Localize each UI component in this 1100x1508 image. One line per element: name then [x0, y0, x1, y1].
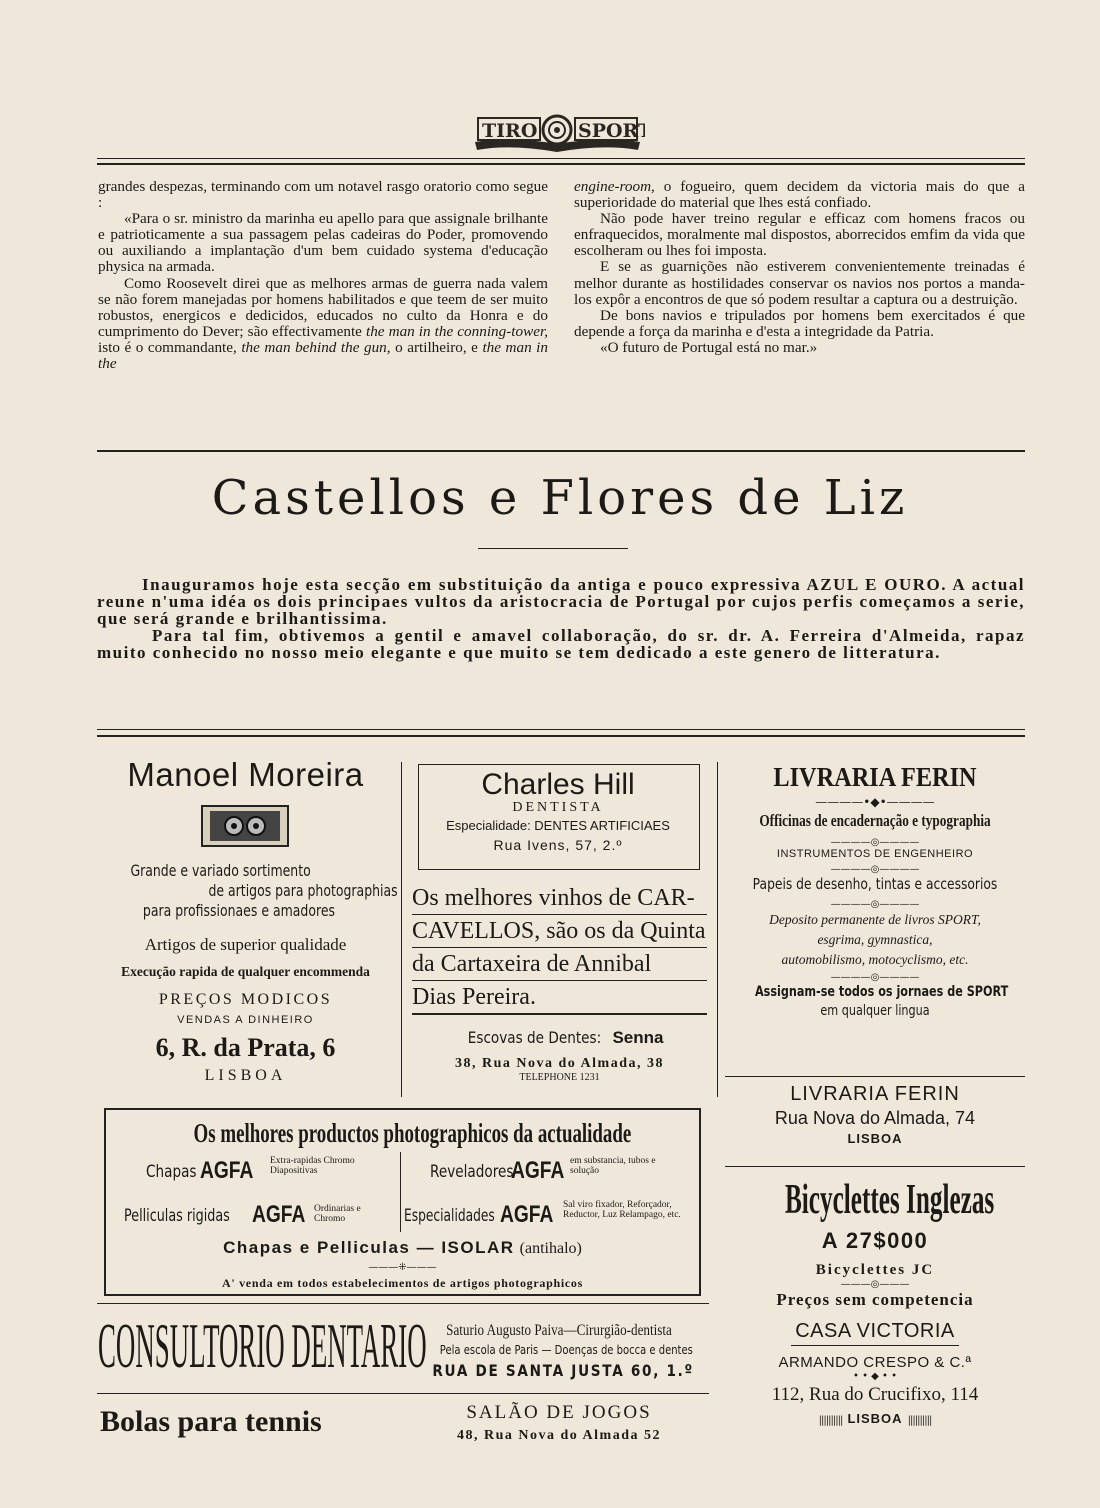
ad-line: da Cartaxeira de Annibal: [412, 948, 707, 981]
ad-ferin-footer: [725, 1083, 1025, 1146]
masthead-logo: [470, 108, 645, 158]
article-left-column: [98, 179, 548, 372]
row-note: Extra-rapidas Chromo Diapositivas: [270, 1156, 355, 1176]
ad-line: para profissionaes e amadores: [142, 901, 336, 920]
ad-line: Artigos de superior qualidade: [144, 935, 347, 954]
ad-line: Grande e variado sortimento: [130, 861, 311, 880]
ad-ferin: [725, 762, 1025, 1021]
row-label: Pelliculas rigidas: [124, 1206, 230, 1226]
rule: [97, 1393, 709, 1394]
rule: [97, 163, 1025, 165]
ad-line: Dias Pereira.: [412, 984, 536, 1010]
ad-line: PREÇOS MODICOS: [158, 991, 333, 1008]
rule: [97, 729, 1025, 730]
ad-line: esgrima, gymnastica,: [817, 932, 933, 947]
ad-line: Especialidade: DENTES ARTIFICIAES: [446, 818, 670, 833]
svg-text:SPORT: SPORT: [578, 120, 645, 142]
ad-line: Papeis de desenho, tintas e accessorios: [752, 875, 998, 893]
ad-address: 38, Rua Nova do Almada, 38: [455, 1056, 664, 1071]
ornament: ————◎————: [830, 899, 920, 910]
paragraph: Como Roosevelt direi que as melhores armas de guerra nada valem se não forem manejadas por homens habilitados e que teem de ser muito robustos, energicos e dedicidos, educados no culto da Honra e do cumprimento do Dever; são effectivamente the man in the conning-tower, isto é o commandante, the man behind the gun, o artilheiro, e the man in the: [98, 274, 548, 373]
rule: [725, 1166, 1025, 1167]
ad-bicyclettes: [725, 1176, 1025, 1427]
row-note: em substancia, tubos e solução: [570, 1156, 656, 1176]
ad-footer: A' venda em todos estabelecimentos de artigos photographicos: [222, 1276, 583, 1290]
row-label: Reveladores: [430, 1162, 514, 1182]
ad-consultorio-text: [410, 1322, 708, 1380]
ad-line: Execução rapida de qualquer encommenda: [121, 964, 370, 979]
rule: [478, 548, 628, 549]
ad-owner: ARMANDO CRESPO & C.ª: [778, 1354, 972, 1371]
article-right-column: [574, 179, 1025, 356]
ad-address: 6, R. da Prata, 6: [155, 1033, 336, 1062]
ad-senna: [408, 1028, 711, 1083]
rule: [97, 735, 1025, 737]
ad-line: automobilismo, motocyclismo, etc.: [781, 952, 969, 967]
agfa-row: [410, 1156, 695, 1190]
intro-paragraph: Para tal fim, obtivemos a gentil e amavel collaboração, do sr. dr. A. Ferreira d'Almeida, rapaz muito conhecido no nosso meio elegante e que muito se tem dedicado a este genero de litteratura.: [97, 626, 1025, 662]
ad-line: Deposito permanente de livros SPORT,: [769, 912, 981, 927]
ad-line: Pela escola de Paris — Doenças de bocca e dentes: [439, 1342, 693, 1357]
intro-paragraph: Inauguramos hoje esta secção em substituição da antiga e pouco expressiva AZUL E OURO. A actual reune n'uma idéa os dois principaes vultos da aristocracia de Portugal por cujos perfis começamos a serie, que será grande e brilhantissima.: [97, 575, 1025, 628]
ad-line: VENDAS A DINHEIRO: [177, 1014, 314, 1026]
ornament: ———◎———: [840, 1279, 910, 1290]
rule: [97, 158, 1025, 159]
paragraph: grandes despezas, terminando com um notavel rasgo oratorio como segue :: [98, 178, 548, 212]
ad-brand: Bicyclettes JC: [815, 1262, 935, 1278]
svg-text:TIRO: TIRO: [482, 120, 538, 142]
ornament: ————◎————: [830, 837, 920, 848]
agfa-row: [120, 1198, 395, 1232]
isolar-label: Chapas e Pelliculas — ISOLAR: [223, 1238, 515, 1257]
agfa-row: [120, 1156, 395, 1190]
ornament: ————•◆•————: [815, 795, 935, 809]
ornament: ||||||||||: [907, 1415, 932, 1426]
camera-icon: [198, 800, 293, 850]
ad-city: LISBOA: [847, 1411, 903, 1426]
ad-text: [98, 861, 398, 921]
agfa-row: [400, 1198, 695, 1232]
ornament: ||||||||||: [818, 1415, 843, 1426]
ad-text: [725, 910, 1025, 970]
ad-price: A 27$000: [821, 1228, 929, 1253]
ad-address: RUA DE SANTA JUSTA 60, 1.º: [432, 1361, 694, 1380]
rule: [725, 1076, 1025, 1077]
ad-address: Rua Nova do Almada, 74: [774, 1108, 976, 1128]
ornament: • • ◆ • •: [853, 1371, 897, 1382]
ad-subtitle: DENTISTA: [512, 800, 604, 815]
paragraph: Não pode haver treino regular e efficaz com homens fracos ou enfraquecidos, moralmente mal dispostos, aborrecidos emfim da vida que escolheram ou lhes foi imposta.: [574, 210, 1025, 260]
row-label: Chapas: [146, 1162, 197, 1182]
ad-line: Saturio Augusto Paiva—Cirurgião-dentista: [446, 1322, 672, 1339]
ad-address: 112, Rua do Crucifixo, 114: [771, 1384, 979, 1405]
ad-title: Manoel Moreira: [127, 756, 364, 793]
row-label: Especialidades: [404, 1206, 495, 1226]
agfa-brand: AGFA: [511, 1157, 565, 1184]
ad-title: LIVRARIA FERIN: [773, 762, 977, 792]
rule: [97, 450, 1025, 452]
ad-address: 48, Rua Nova do Almada 52: [457, 1428, 661, 1443]
ad-line: CAVELLOS, são os da Quinta: [412, 915, 707, 948]
ornament: ———⁜———: [368, 1262, 437, 1273]
ad-line: em qualquer lingua: [820, 1003, 930, 1019]
agfa-brand: AGFA: [252, 1201, 306, 1228]
ornament: ————◎————: [830, 972, 920, 983]
ad-bolas-title: Bolas para tennis: [100, 1405, 322, 1438]
ad-city: LISBOA: [847, 1131, 903, 1146]
agfa-brand: AGFA: [500, 1201, 554, 1228]
agfa-brand: AGFA: [200, 1157, 254, 1184]
ad-label: Escovas de Dentes:: [467, 1028, 601, 1047]
ad-phone: TELEPHONE 1231: [519, 1072, 600, 1083]
rule: [97, 1303, 709, 1304]
ad-subtitle: Officinas de encadernação e typographia: [759, 811, 991, 830]
ad-title: SALÃO DE JOGOS: [466, 1402, 652, 1423]
ad-title: Charles Hill: [481, 768, 635, 801]
ad-text: [755, 983, 1009, 1021]
ad-title: Bicyclettes Inglezas: [785, 1177, 995, 1223]
ad-title: LIVRARIA FERIN: [790, 1083, 960, 1105]
ad-shop: CASA VICTORIA: [791, 1320, 959, 1346]
row-note: Ordinarias e Chromo: [314, 1204, 361, 1224]
agfa-isolar: [104, 1238, 701, 1258]
ad-address: Rua Ivens, 57, 2.º: [493, 837, 623, 853]
divider: [401, 762, 402, 1097]
ad-line: INSTRUMENTOS DE ENGENHEIRO: [776, 848, 974, 860]
paragraph: «Para o sr. ministro da marinha eu apello para que assignale brilhante e patrioticamente a sua passagem pelas cadeiras do Poder, promovendo ou auxiliando a implantação d'um bem cuidado systema d'educação physica na armada.: [98, 210, 548, 276]
row-note: Sal viro fixador, Reforçador, Reductor, Luz Relampago, etc.: [563, 1200, 681, 1220]
ad-salao: [410, 1402, 708, 1444]
ad-hill: [418, 768, 698, 853]
ad-line: de artigos para photographias: [208, 881, 398, 900]
section-intro: [97, 576, 1025, 661]
divider: [717, 762, 718, 1097]
ad-city-row: [725, 1408, 1025, 1427]
ad-line: Os melhores vinhos de CAR-: [412, 882, 707, 915]
ad-brand: Senna: [612, 1028, 664, 1047]
ad-moreira: [98, 756, 393, 850]
ornament: ————◎————: [830, 864, 920, 875]
ad-line: Assignam-se todos os jornaes de SPORT: [755, 984, 1009, 1000]
paragraph: engine-room, o fogueiro, quem decidem da victoria mais do que a superioridade do material que lhes está confiado.: [574, 178, 1025, 212]
paragraph: De bons navios e tripulados por homens bem exercitados é que depende a força da marinha e d'esta a integridade da Patria.: [574, 306, 1025, 340]
section-title: Castellos e Flores de Liz: [211, 470, 909, 526]
ad-city: LISBOA: [204, 1067, 287, 1084]
ad-title: Os melhores productos photographicos da actualidade: [193, 1118, 632, 1148]
ad-tagline: Preços sem competencia: [776, 1290, 974, 1309]
ad-vinhos: [412, 882, 707, 1015]
isolar-note: (antihalo): [519, 1240, 582, 1257]
paragraph: «O futuro de Portugal está no mar.»: [600, 338, 818, 356]
paragraph: E se as guarnições não estiverem convenientemente treinadas é melhor durante as hostilidades conservar os navios nos portos a manda-los expôr a encontros de que só podem resultar a captura ou a destruição.: [574, 258, 1025, 308]
ad-title: CONSULTORIO DENTARIO: [98, 1310, 427, 1381]
